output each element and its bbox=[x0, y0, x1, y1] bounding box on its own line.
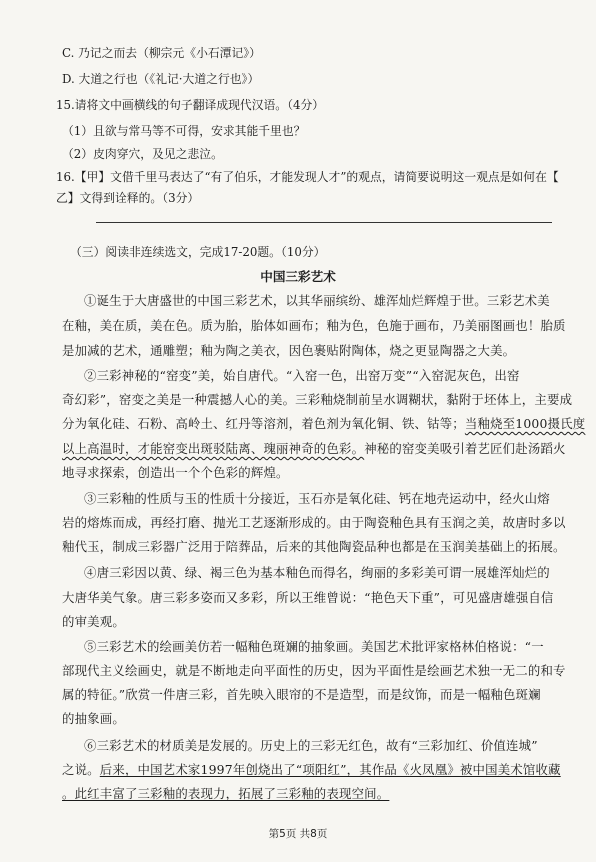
underlined-sentence-part-1: 当釉烧至1000摄氏度 bbox=[464, 416, 586, 431]
option-d: D. 大道之行也（《礼记·大道之行也》） bbox=[62, 72, 260, 86]
question-16-line-1: 16.【甲】文借千里马表达了“有了伯乐，才能发现人才”的观点，请简要说明这一观点是如何在【 bbox=[56, 170, 559, 184]
section-3-heading: （三）阅读非连续选文，完成17-20题。（10分） bbox=[70, 245, 326, 259]
paragraph-2-line-1: ②三彩神秘的“窑变”美，始自唐代。“入窑一色，出窑万变”“入窑泥灰色，出窑 bbox=[84, 368, 520, 383]
paragraph-3-line-2: 岩的熔炼而成，再经打磨、抛光工艺逐渐形成的。由于陶瓷釉色具有玉润之美，故唐时多以 bbox=[62, 515, 566, 530]
paragraph-6-line-1: ⑥三彩艺术的材质美是发展的。历史上的三彩无红色，故有“三彩加红、价值连城” bbox=[84, 738, 538, 753]
paragraph-2-line-3-text: 分为氧化硅、石粉、高岭土、红丹等溶剂，着色剂为氧化铜、铁、钴等； bbox=[62, 416, 465, 431]
paragraph-2-line-4 bbox=[62, 440, 568, 458]
paragraph-5-line-2: 部现代主义绘画史，就是不断地走向平面性的历史，因为平面性是绘画艺术独一无二的和专 bbox=[62, 663, 566, 678]
paragraph-5-line-1: ⑤三彩艺术的绘画美仿若一幅釉色斑斓的抽象画。美国艺术批评家格林伯格说：“一 bbox=[84, 639, 544, 654]
paragraph-4-line-3: 的审美观。 bbox=[62, 614, 125, 629]
paragraph-3-line-1: ③三彩釉的性质与玉的性质十分接近，玉石亦是氧化硅、钙在地壳运动中，经火山熔 bbox=[84, 491, 550, 506]
page-footer: 第5页 共8页 bbox=[268, 828, 328, 840]
paragraph-2-line-4-text: 神秘的窑变美吸引着艺匠们赴汤蹈火 bbox=[364, 441, 566, 456]
paragraph-6-line-2-text: 之说。 bbox=[62, 762, 100, 777]
paragraph-1-line-3: 是加减的艺术，通雕塑；釉为陶之美衣，因色裹贴附陶体，烧之更显陶器之大美。 bbox=[62, 343, 516, 358]
paragraph-1-line-2: 在釉，美在质，美在色。质为胎，胎体如画布；釉为色，色施于画布，乃美丽图画也！胎质 bbox=[62, 318, 566, 333]
question-15: 15.请将文中画横线的句子翻译成现代汉语。（4分） bbox=[56, 98, 325, 112]
paragraph-4-line-2: 大唐华美气象。唐三彩多姿而又多彩，所以王维曾说：“艳色天下重”，可见盛唐雄强自信 bbox=[62, 590, 554, 605]
underlined-sentence-part-2: 以上高温时，才能窑变出斑驳陆离、瑰丽神奇的色彩。 bbox=[62, 441, 365, 456]
paragraph-3-line-3: 釉代玉，制成三彩器广泛用于陪葬品，后来的其他陶瓷品种也都是在玉润美基础上的拓展。 bbox=[62, 539, 566, 554]
paragraph-2-line-2: 奇幻彩”，窑变之美是一种震撼人心的美。三彩釉烧制前呈水调糊状，黏附于坯体上，主要成 bbox=[62, 392, 573, 407]
article-title: 中国三彩艺术 bbox=[260, 269, 336, 284]
paragraph-5-line-3: 属的特征。”欣赏一件唐三彩，首先映入眼帘的不是造型，而是纹饰，而是一幅釉色斑斓 bbox=[62, 687, 541, 702]
underlined-sentence-6-part-1: 后来，中国艺术家1997年创烧出了“项阳红”，其作品《火凤凰》被中国美术馆收藏 bbox=[99, 762, 561, 777]
paragraph-1-line-1: ①诞生于大唐盛世的中国三彩艺术，以其华丽缤纷、雄浑灿烂辉煌于世。三彩艺术美 bbox=[84, 293, 550, 308]
option-c: C. 乃记之而去（柳宗元《小石潭记》） bbox=[62, 46, 261, 60]
paragraph-4-line-1: ④唐三彩因以黄、绿、褐三色为基本釉色而得名，绚丽的多彩美可谓一展雄浑灿烂的 bbox=[84, 565, 550, 580]
paragraph-6-line-2 bbox=[62, 761, 568, 779]
paragraph-2-line-5: 地寻求探索，创造出一个个色彩的辉煌。 bbox=[62, 465, 289, 480]
paragraph-6-line-3 bbox=[62, 785, 568, 803]
answer-line bbox=[96, 222, 552, 223]
question-15-part-2: （2）皮肉穿穴，及见之悲泣。 bbox=[62, 147, 223, 161]
question-16-line-2: 乙】文得到诠释的。（3分） bbox=[56, 191, 200, 205]
question-15-part-1: （1）且欲与常马等不可得，安求其能千里也？ bbox=[62, 124, 306, 138]
paragraph-2-line-3 bbox=[62, 415, 586, 433]
paragraph-5-line-4: 的抽象画。 bbox=[62, 711, 125, 726]
underlined-sentence-6-part-2: 。此红丰富了三彩釉的表现力，拓展了三彩釉的表现空间。 bbox=[62, 786, 390, 801]
